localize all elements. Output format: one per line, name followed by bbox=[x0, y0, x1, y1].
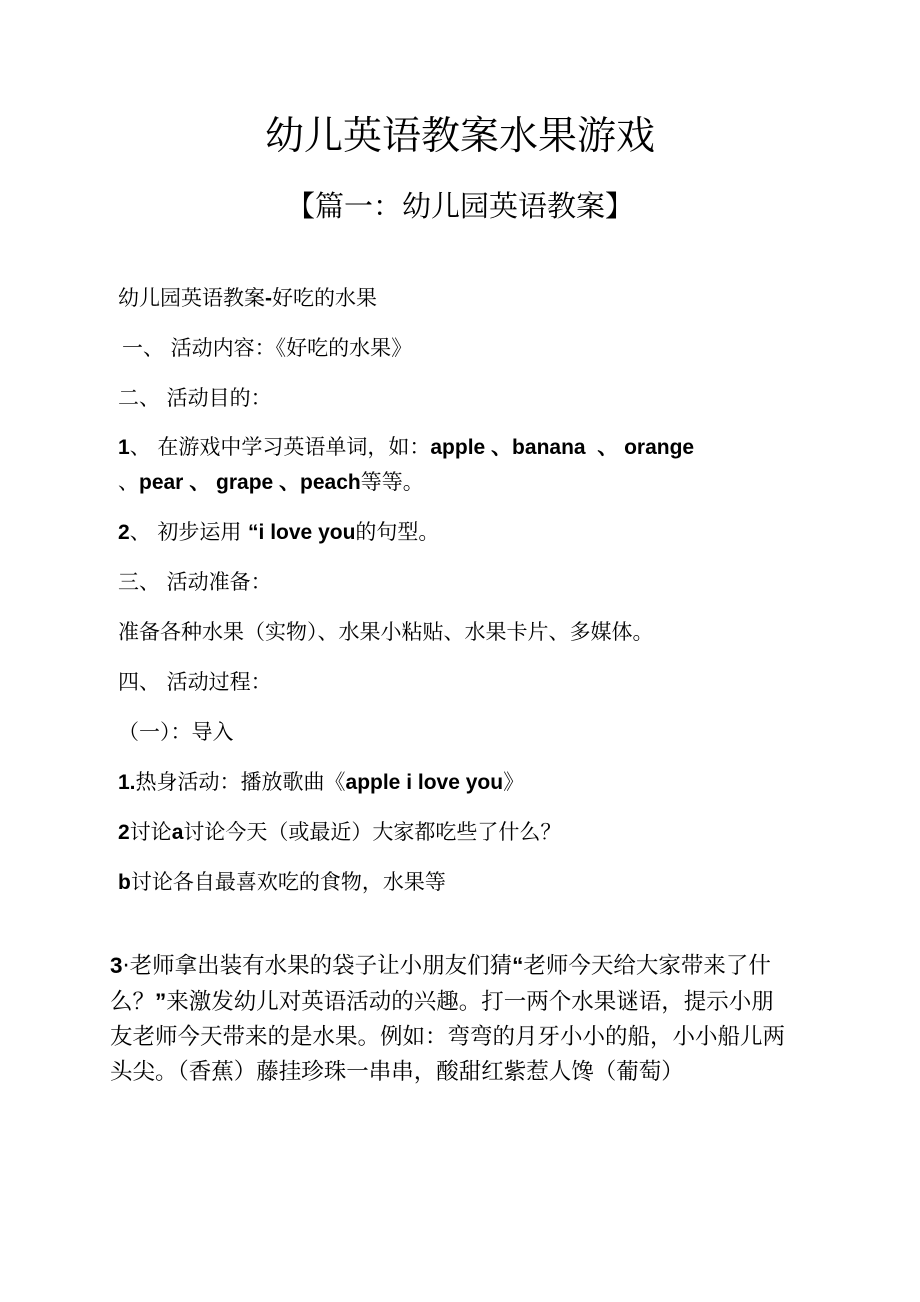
step-2-label: 讨论 bbox=[129, 820, 172, 844]
step-3-text-1: ·老师拿出装有水果的袋子让小朋友们猜 bbox=[122, 953, 513, 979]
goal-2-text: 、 初步运用 bbox=[129, 520, 249, 544]
section-activity-prep: 三、 活动准备： bbox=[118, 570, 272, 594]
step-1-text: 热身活动：播放歌曲《 bbox=[135, 770, 346, 794]
goal-1-separator: 、 bbox=[118, 470, 139, 494]
goal-1-ending: 等等。 bbox=[360, 470, 424, 494]
prep-materials: 准备各种水果（实物）、水果小粘贴、水果卡片、多媒体。 bbox=[118, 620, 654, 644]
goal-1-words-2: pear 、 grape 、peach bbox=[139, 471, 361, 494]
step-3-text-2b: 来激发幼儿对英语活动的兴趣。打一两个水果谜语，提示小朋 bbox=[166, 989, 774, 1015]
step-3-line-4: 头尖。（香蕉）藤挂珍珠一串串，酸甜红紫惹人馋（葡萄） bbox=[110, 1059, 684, 1085]
section-activity-content: 一、 活动内容：《好吃的水果》 bbox=[122, 336, 413, 360]
step-2-number: 2 bbox=[118, 821, 130, 844]
section-activity-goals: 二、 活动目的： bbox=[118, 386, 272, 410]
step-1-ending: 》 bbox=[503, 770, 525, 794]
goal-1-line-2 bbox=[118, 467, 424, 498]
step-3-paragraph bbox=[110, 948, 810, 1090]
step-3-text-1b: 老师今天给大家带来了什 bbox=[523, 953, 771, 979]
step-3-line-3: 友老师今天带来的是水果。例如：弯弯的月牙小小的船，小小船儿两 bbox=[110, 1024, 786, 1050]
lesson-heading-suffix: 好吃的水果 bbox=[272, 286, 377, 310]
part-1-intro: （一）：导入 bbox=[118, 720, 234, 744]
lesson-heading-dash: - bbox=[265, 287, 272, 310]
step-2b-letter: b bbox=[118, 871, 131, 894]
section-activity-process: 四、 活动过程： bbox=[118, 670, 272, 694]
step-3-line-2 bbox=[110, 984, 810, 1020]
document-subtitle: 【篇一：幼儿园英语教案】 bbox=[285, 189, 634, 223]
step-1-song: apple i love you bbox=[345, 771, 504, 794]
goal-1-text: 、 在游戏中学习英语单词，如： bbox=[129, 435, 431, 459]
goal-1-line-1 bbox=[118, 432, 694, 463]
step-3-quote-open: “ bbox=[512, 953, 524, 978]
goal-1-words: apple 、banana 、 orange bbox=[430, 436, 695, 459]
document-title: 幼儿英语教案水果游戏 bbox=[264, 114, 655, 159]
step-2a bbox=[118, 817, 561, 848]
lesson-heading-prefix: 幼儿园英语教案 bbox=[118, 286, 265, 310]
step-2a-text: 讨论今天（或最近）大家都吃些了什么？ bbox=[183, 820, 562, 844]
step-2b-text: 讨论各自最喜欢吃的食物，水果等 bbox=[130, 870, 446, 894]
step-3-text-2a: 么？ bbox=[110, 989, 156, 1015]
goal-1-number: 1 bbox=[118, 436, 130, 459]
step-3-number: 3 bbox=[110, 953, 123, 978]
step-2a-letter: a bbox=[171, 821, 184, 844]
goal-2-number: 2 bbox=[118, 521, 130, 544]
step-2b bbox=[118, 867, 446, 898]
step-3-line-1 bbox=[110, 948, 810, 984]
step-1 bbox=[118, 767, 524, 798]
step-1-number: 1. bbox=[118, 771, 136, 794]
lesson-heading bbox=[118, 283, 377, 314]
goal-2-quote: “i love you bbox=[248, 521, 356, 544]
step-3-quote-close: ” bbox=[155, 989, 167, 1014]
goal-2-ending: 的句型。 bbox=[355, 520, 440, 544]
goal-2 bbox=[118, 517, 439, 548]
